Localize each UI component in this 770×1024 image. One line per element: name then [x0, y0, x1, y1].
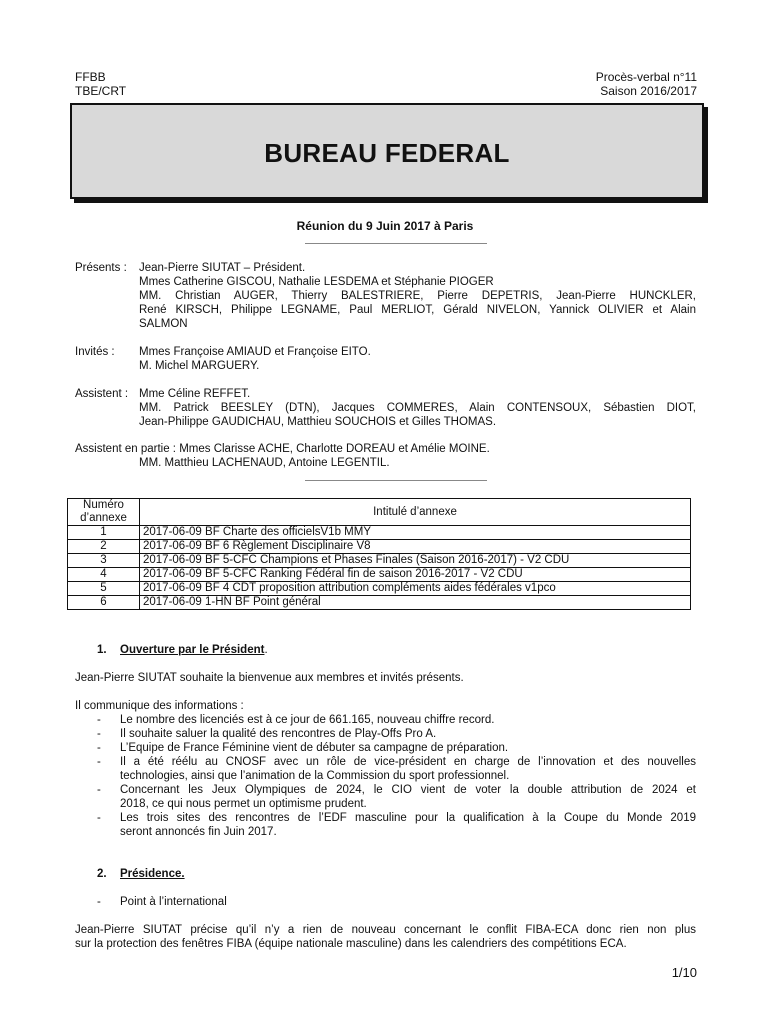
presents-line: Jean-Pierre SIUTAT – Président. — [139, 262, 306, 274]
annex-table — [67, 498, 691, 610]
assistent-line: MM. Patrick BEESLEY (DTN), Jacques COMMERES, Alain CONTENSOUX, Sébastien DIOT, — [139, 402, 696, 414]
bullet-text: 2018, ce qui nous permet un optimisme prudent. — [120, 798, 367, 810]
document-title: BUREAU FEDERAL — [264, 138, 510, 168]
bullet-text: seront annoncés fin Juin 2017. — [120, 826, 277, 838]
bullet-dash: - — [97, 742, 101, 754]
header-number-cell — [68, 499, 140, 526]
bullet-dash: - — [97, 812, 101, 824]
bullet-dash: - — [97, 714, 101, 726]
presents-line: Mmes Catherine GISCOU, Nathalie LESDEMA et Stéphanie PIOGER — [139, 276, 494, 288]
header-number-label: Numéro — [83, 499, 124, 511]
page-number: 1/10 — [671, 965, 697, 980]
annex-label: 2017-06-09 BF 5-CFC Ranking Fédéral fin de saison 2016-2017 - V2 CDU — [140, 568, 691, 582]
separator — [305, 480, 487, 481]
bullet-dash: - — [97, 756, 101, 768]
bullet-text: L’Equipe de France Féminine vient de débuter sa campagne de préparation. — [120, 742, 509, 754]
season: Saison 2016/2017 — [600, 84, 697, 98]
presents-label: Présents : — [75, 262, 127, 274]
invites-line: M. Michel MARGUERY. — [139, 360, 260, 372]
presents-line: MM. Christian AUGER, Thierry BALESTRIERE, Pierre DEPETRIS, Jean-Pierre HUNCKLER, — [139, 290, 696, 302]
org-department: TBE/CRT — [75, 84, 127, 98]
annex-number: 1 — [68, 526, 140, 540]
header-number-label: d’annexe — [80, 512, 127, 524]
bullet-text: technologies, ainsi que l’animation de la Commission du sport professionnel. — [120, 770, 510, 782]
header-right — [596, 70, 697, 98]
section-title-dot: . — [264, 644, 268, 656]
org-name: FFBB — [75, 70, 106, 84]
annex-label: 2017-06-09 1-HN BF Point général — [140, 596, 691, 610]
section-number: 1. — [97, 644, 107, 656]
pv-number: Procès-verbal n°11 — [595, 70, 697, 84]
presents-line: René KIRSCH, Philippe LEGNAME, Paul MERLIOT, Gérald NIVELON, Yannick OLIVIER et Alain — [139, 304, 696, 316]
annex-number: 4 — [68, 568, 140, 582]
invites-line: Mmes Françoise AMIAUD et Françoise EITO. — [139, 346, 371, 358]
partial-attendees-line: Assistent en partie : Mmes Clarisse ACHE, Charlotte DOREAU et Amélie MOINE. — [75, 443, 490, 455]
table-row — [68, 540, 691, 554]
table-row — [68, 596, 691, 610]
bullet-dash: - — [97, 728, 101, 740]
annex-number: 2 — [68, 540, 140, 554]
assistent-line: Jean-Philippe GAUDICHAU, Matthieu SOUCHOIS et Gilles THOMAS. — [139, 416, 497, 428]
assistent-line: Mme Céline REFFET. — [139, 388, 251, 400]
bullet-text: Il a été réélu au CNOSF avec un rôle de vice-président en charge de l’innovation et des nouvelles — [120, 756, 696, 768]
section-title: Ouverture par le Président — [120, 644, 265, 656]
bullet-text: Les trois sites des rencontres de l’EDF masculine pour la qualification à la Coupe du Monde 2019 — [120, 812, 696, 824]
info-intro: Il communique des informations : — [75, 700, 244, 712]
presents-line: SALMON — [139, 318, 188, 330]
bullet-dash: - — [97, 784, 101, 796]
annex-number: 5 — [68, 582, 140, 596]
invites-label: Invités : — [75, 346, 115, 358]
table-header-row — [68, 499, 691, 526]
separator — [305, 243, 487, 244]
section-heading — [120, 643, 268, 657]
section-heading — [120, 867, 185, 881]
partial-attendees-line: MM. Matthieu LACHENAUD, Antoine LEGENTIL. — [139, 457, 390, 469]
annex-label: 2017-06-09 BF 5-CFC Champions et Phases Finales (Saison 2016-2017) - V2 CDU — [140, 554, 691, 568]
header-left — [75, 70, 126, 98]
annex-label: 2017-06-09 BF 4 CDT proposition attribution compléments aides fédérales v1pco — [140, 582, 691, 596]
section-title: Présidence. — [120, 868, 185, 880]
bullet-text: Il souhaite saluer la qualité des rencontres de Play-Offs Pro A. — [120, 728, 437, 740]
table-row — [68, 568, 691, 582]
table-row — [68, 582, 691, 596]
paragraph-line: sur la protection des fenêtres FIBA (équipe nationale masculine) dans les calendriers des compétitions ECA. — [75, 938, 627, 950]
meeting-date: Réunion du 9 Juin 2017 à Paris — [296, 219, 474, 233]
section-number: 2. — [97, 868, 107, 880]
table-row — [68, 554, 691, 568]
annex-label: 2017-06-09 BF 6 Règlement Disciplinaire V8 — [140, 540, 691, 554]
assistent-label: Assistent : — [75, 388, 129, 400]
annex-label: 2017-06-09 BF Charte des officielsV1b MMY — [140, 526, 691, 540]
welcome-text: Jean-Pierre SIUTAT souhaite la bienvenue aux membres et invités présents. — [75, 672, 464, 684]
table-row — [68, 526, 691, 540]
annex-number: 6 — [68, 596, 140, 610]
bullet-text: Point à l’international — [120, 896, 227, 908]
bullet-text: Le nombre des licenciés est à ce jour de 661.165, nouveau chiffre record. — [120, 714, 495, 726]
header-label-cell: Intitulé d’annexe — [140, 499, 691, 526]
annex-number: 3 — [68, 554, 140, 568]
bullet-text: Concernant les Jeux Olympiques de 2024, le CIO vient de voter la double attribution de 2024 et — [120, 784, 696, 796]
paragraph-line: Jean-Pierre SIUTAT précise qu’il n’y a rien de nouveau concernant le conflit FIBA-ECA donc rien non plus — [75, 924, 696, 936]
title-box — [70, 103, 704, 199]
bullet-dash: - — [97, 896, 101, 908]
